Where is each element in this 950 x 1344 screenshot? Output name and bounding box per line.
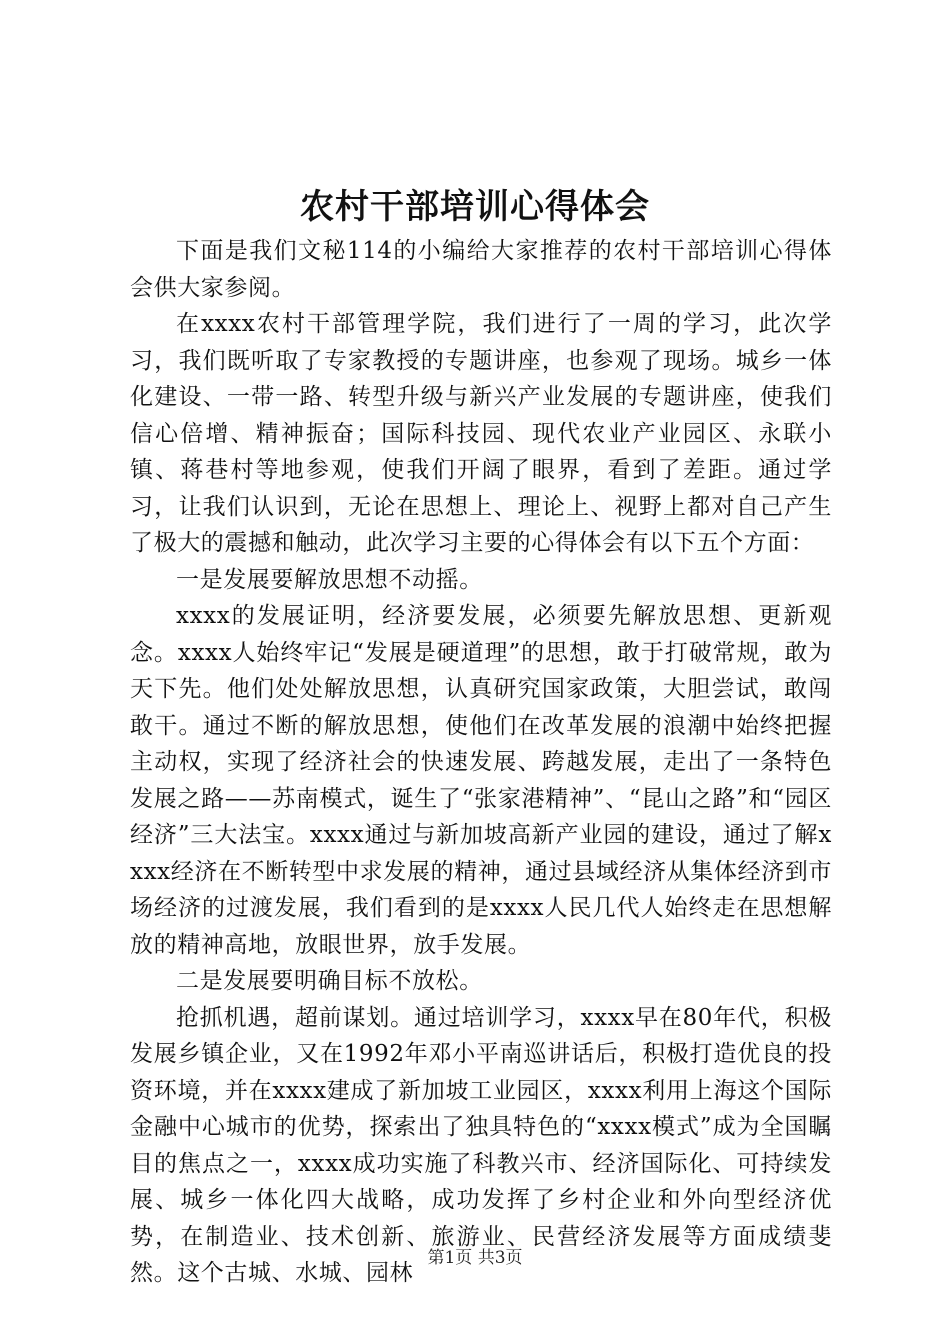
document-title: 农村干部培训心得体会 — [300, 187, 650, 227]
document-body — [130, 233, 832, 1292]
section-heading-2: 二是发展要明确目标不放松。 — [176, 968, 483, 994]
paragraph-section-1: xxxx的发展证明，经济要发展，必须要先解放思想、更新观念。xxxx人始终牢记“发展是硬道理”的思想，敢于打破常规，敢为天下先。他们处处解放思想，认真研究国家政策，大胆尝试，敢闯敢干。通过不断的解放思想，使他们在改革发展的浪潮中始终把握主动权，实现了经济社会的快速发展、跨越发展，走出了一条特色发展之路——苏南模式，诞生了“张家港精神”、“昆山之路”和“园区经济”三大法宝。xxxx通过与新加坡高新产业园的建设，通过了解xxxx经济在不断转型中求发展的精神，通过县域经济从集体经济到市场经济的过渡发展，我们看到的是xxxx人民几代人始终走在思想解放的精神高地，放眼世界，放手发展。 — [130, 603, 832, 958]
paragraph-section-2: 抢抓机遇，超前谋划。通过培训学习，xxxx早在80年代，积极发展乡镇企业，又在1992年邓小平南巡讲话后，积极打造优良的投资环境，并在xxxx建成了新加坡工业园区，xxxx利用上海这个国际金融中心城市的优势，探索出了独具特色的“xxxx模式”成为全国瞩目的焦点之一，xxxx成功实施了科教兴市、经济国际化、可持续发展、城乡一体化四大战略，成功发挥了乡村企业和外向型经济优势，在制造业、技术创新、旅游业、民营经济发展等方面成绩斐然。这个古城、水城、园林 — [130, 1004, 832, 1286]
paragraph-intro: 下面是我们文秘114的小编给大家推荐的农村干部培训心得体会供大家参阅。 — [130, 238, 832, 301]
page-footer: 第1页 共3页 — [427, 1248, 523, 1268]
section-heading-1: 一是发展要解放思想不动摇。 — [176, 566, 483, 593]
paragraph-study-overview: 在xxxx农村干部管理学院，我们进行了一周的学习，此次学习，我们既听取了专家教授的专题讲座，也参观了现场。城乡一体化建设、一带一路、转型升级与新兴产业发展的专题讲座，使我们信心倍增、精神振奋；国际科技园、现代农业产业园区、永联小镇、蒋巷村等地参观，使我们开阔了眼界，看到了差距。通过学习，让我们认识到，无论在思想上、理论上、视野上都对自己产生了极大的震撼和触动，此次学习主要的心得体会有以下五个方面： — [130, 311, 832, 556]
